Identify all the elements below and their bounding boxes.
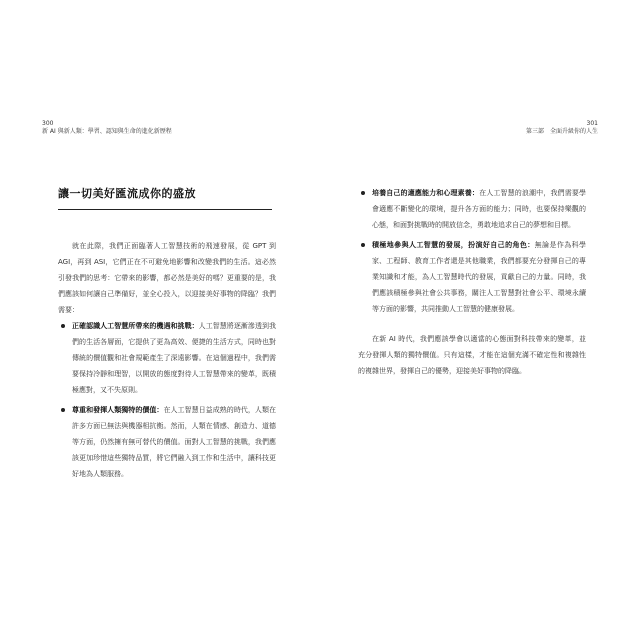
left-running-title: 新 AI 與新人類：學習、認知與生命的進化新歷程 <box>42 128 172 135</box>
title-underline <box>58 209 272 210</box>
bullet-item-participation <box>358 237 586 317</box>
left-bullet-list <box>58 318 276 482</box>
bullet-dot-icon <box>61 324 65 328</box>
left-page-body <box>58 185 276 486</box>
left-page-number: 300 <box>42 120 54 127</box>
bullet-text: 人工智慧將逐漸滲透到我們的生活各層面，它提供了更為高效、便捷的生活方式，同時也對傳統的價值觀和社會規範產生了深遠影響。在這個過程中，我們需要保持冷靜和理智，以開放的態度對待人工智慧帶來的變革，既積極應對，又不失原則。 <box>72 322 277 394</box>
bullet-dot-icon <box>361 243 365 247</box>
bullet-item-adaptability <box>358 185 586 233</box>
section-title-block <box>58 185 272 210</box>
bullet-text: 在人工智慧的浪潮中，我們需要學會適應不斷變化的環境，提升各方面的能力；同時，也要保持樂觀的心態，和面對挑戰時的開放信念，勇敢地追求自己的夢想和目標。 <box>372 189 587 229</box>
bullet-lead: 正確認識人工智慧所帶來的機遇和挑戰： <box>72 322 199 330</box>
right-page-number: 301 <box>586 120 598 127</box>
bullet-text: 在人工智慧日益成熟的時代，人類在許多方面已無法與機器相抗衡。然而，人類在情感、創造力、道德等方面，仍然擁有無可替代的價值。面對人工智慧的挑戰，我們應該更加珍惜這些獨特品質，將它們融入到工作和生活中，讓科技更好地為人類服務。 <box>72 406 277 478</box>
bullet-lead: 培養自己的適應能力和心理素養： <box>372 189 480 197</box>
bullet-item-human-value <box>58 402 276 482</box>
right-bullet-list <box>358 185 586 317</box>
bullet-text: 無論是作為科學家、工程師、教育工作者還是其他職業，我們都要充分發揮自己的專業知識和才能，為人工智慧時代的發展，貢獻自己的力量。同時，我們應該積極參與社會公共事務，關注人工智慧對社會公平、環境永續等方面的影響，共同推動人工智慧的健康發展。 <box>372 241 587 313</box>
right-running-title: 第三部 全面升級你的人生 <box>525 128 598 135</box>
right-page-header <box>526 120 598 136</box>
bullet-item-opportunities <box>58 318 276 398</box>
closing-paragraph: 在新 AI 時代，我們應該學會以適當的心態面對科技帶來的變革，並充分發揮人類的獨特價值。只有這樣，才能在這個充滿不確定性和複雜性的複雜世界，發揮自己的優勢，迎接美好事物的降臨。 <box>358 335 586 375</box>
left-page-header <box>42 120 172 136</box>
right-page-body <box>358 185 586 379</box>
bullet-dot-icon <box>361 191 365 195</box>
section-title: 讓一切美好匯流成你的盛放 <box>58 187 196 200</box>
bullet-dot-icon <box>61 408 65 412</box>
intro-paragraph: 就在此際，我們正面臨著人工智慧技術的飛速發展，從 GPT 到 AGI，再到 ASI，它們正在不可避免地影響和改變我們的生活。這必然引發我們的思考：它帶來的影響，都必然是美好的嗎？更重要的是，我們應該如何讓自己準備好，並全心投入，以迎接美好事物的降臨？我們需要： <box>58 242 276 314</box>
bullet-lead: 尊重和發揮人類獨特的價值： <box>72 406 164 414</box>
bullet-lead: 積極地參與人工智慧的發展，扮演好自己的角色： <box>372 241 535 249</box>
